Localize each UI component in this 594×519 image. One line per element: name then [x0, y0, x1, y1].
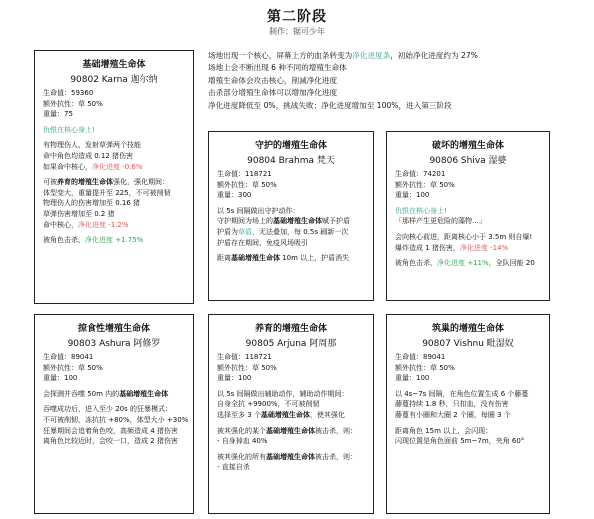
card-line	[35, 415, 193, 426]
text-segment: 重量：100	[217, 374, 252, 383]
card-line	[387, 426, 549, 437]
text-segment: 强化，强化期间：	[113, 178, 169, 187]
highlight-text: 净化进度 +1.75%	[85, 236, 144, 245]
text-segment: 额外抗性：草 50%	[217, 363, 277, 372]
card-line	[209, 373, 373, 384]
card-line	[35, 426, 193, 437]
intro-line	[208, 50, 578, 62]
intro-line	[208, 100, 578, 112]
card-name: 基础增殖生命体	[82, 60, 146, 70]
card-line	[387, 169, 549, 180]
text-segment: ，无法叠加，每 0.5s 刷新一次	[252, 227, 349, 236]
entity-reference: 基础增殖生命体	[119, 389, 169, 398]
text-segment: 物理伤人的伤害增加至 0.16 猪	[43, 199, 141, 208]
card-line	[35, 363, 193, 374]
card-karna	[34, 50, 194, 304]
text-segment: 有物理伤人、发射草弹两个技能	[43, 141, 141, 150]
text-segment: 增殖生命体会攻击核心，削减净化进度	[208, 75, 338, 85]
text-segment: 生命值：89041	[395, 353, 446, 361]
card-line	[209, 352, 373, 363]
card-line	[35, 188, 193, 199]
text-segment: 生命值：118721	[217, 170, 272, 178]
card-id: 90802 Karna 迦尔纳	[70, 75, 158, 85]
text-segment: 以 4s~7s 间隔，在角色位置生成 6 个藤蔓	[395, 389, 529, 398]
text-segment: 护盾为	[217, 227, 238, 236]
card-id: 90805 Arjuna 阿周那	[245, 339, 337, 349]
text-segment: ，使其强化	[309, 410, 345, 419]
highlight-text: 仇恨在核心身上!	[43, 125, 95, 134]
text-segment: 守护期间为场上的	[217, 217, 273, 226]
card-line	[209, 190, 373, 201]
text-segment: 10m 以上，护盾消失	[280, 254, 350, 263]
card-line	[35, 220, 193, 231]
card-line	[387, 363, 549, 374]
text-segment: 藤蔓持续 1.8 秒，只扣血，没有伤害	[395, 400, 509, 409]
card-line	[387, 410, 549, 421]
highlight-text: 仇恨在核心身上!	[395, 206, 447, 215]
text-segment: 额外抗性：草 50%	[43, 363, 103, 372]
card-line	[209, 180, 373, 191]
card-name: 破坏的增殖生命体	[431, 141, 504, 151]
text-segment: 会向核心前进，距离核心小于 3.5m 则自爆!	[395, 232, 533, 241]
text-segment: 额外抗性：草 50%	[217, 180, 277, 189]
text-segment: 被角色击杀，	[395, 259, 437, 268]
card-line	[387, 243, 549, 254]
text-segment: 距离角色 15m 以上，会闪现：	[395, 426, 493, 435]
intro-text	[208, 50, 578, 112]
text-segment: ，初始净化进度约为 27%	[390, 51, 478, 60]
text-segment: 被击杀，则：	[315, 452, 357, 461]
intro-line	[208, 75, 578, 87]
highlight-text: 净化进度条	[352, 51, 391, 60]
card-line	[35, 404, 193, 415]
card-line	[209, 363, 373, 374]
card-line	[35, 140, 193, 151]
card-line	[35, 162, 193, 173]
card-line	[35, 198, 193, 209]
text-segment: 被其强化的某个	[217, 426, 266, 435]
card-line	[209, 169, 373, 180]
text-segment: 生命值：74201	[395, 170, 446, 178]
text-segment: 吞噬成功后，进入至少 20s 的狂暴模式：	[43, 405, 173, 414]
card-line	[35, 99, 193, 110]
card-id: 90803 Ashura 阿修罗	[67, 339, 161, 349]
card-line	[387, 436, 549, 447]
card-line	[387, 180, 549, 191]
text-segment: 爆炸造成 1 猪伤害，	[395, 243, 460, 252]
card-line	[35, 235, 193, 246]
card-line	[387, 373, 549, 384]
entity-reference: 养育的增殖生命体	[57, 178, 113, 187]
card-name: 筑巢的增殖生命体	[431, 324, 504, 334]
card-name: 养育的增殖生命体	[254, 324, 327, 334]
text-segment: 击杀部分增殖生命体可以增加净化进度	[208, 88, 338, 98]
text-segment: 命中核心，	[43, 220, 78, 229]
author-credit: 制作：锯可少年	[269, 27, 325, 36]
card-name: 守护的增殖生命体	[254, 141, 327, 151]
card-id: 90807 Vishnu 毗湿奴	[422, 339, 514, 349]
card-line	[387, 399, 549, 410]
text-segment: 距离	[217, 254, 231, 263]
text-segment: 命中角色均造成 0.12 猪伤害	[43, 151, 134, 160]
card-line	[387, 352, 549, 363]
entity-reference: 基础增殖生命体	[266, 426, 315, 435]
card-line	[35, 177, 193, 188]
card-line	[35, 436, 193, 447]
card-line	[209, 253, 373, 264]
highlight-text: 净化进度 -14%	[459, 243, 509, 252]
text-segment: 选择至多 3 个	[217, 410, 261, 419]
card-shiva	[386, 131, 550, 301]
card-line	[209, 426, 373, 437]
card-vishnu	[386, 314, 550, 514]
text-segment: 体型变大，重量提升至 225，不可被削韧	[43, 188, 171, 197]
text-segment: 净化进度降低至 0%，挑战失败；净化进度增加至 100%，进入第三阶段	[208, 100, 452, 110]
text-segment: 被击杀，则：	[315, 426, 357, 435]
text-segment: 藤蔓有小圈和大圈 2 个圈，每圈 3 个	[395, 410, 511, 419]
entity-reference: 基础增殖生命体	[273, 217, 322, 226]
text-segment: 重量：100	[395, 191, 430, 200]
card-line	[387, 232, 549, 243]
highlight-text: 净化进度 +11%	[437, 259, 489, 268]
highlight-text: 净化进度 -1.2%	[78, 220, 129, 229]
card-line	[209, 227, 373, 238]
text-segment: 被其强化的所有	[217, 452, 266, 461]
entity-reference: 基础增殖生命体	[266, 452, 315, 461]
card-line	[35, 151, 193, 162]
text-segment: 场地出现一个核心，屏幕上方的血条转变为	[208, 51, 353, 60]
text-segment: 重量：100	[395, 374, 430, 383]
card-brahma	[208, 131, 374, 301]
text-segment: ，全队回能 20	[488, 259, 535, 268]
card-line	[387, 190, 549, 201]
intro-line	[208, 62, 578, 74]
card-line	[209, 399, 373, 410]
text-segment: 生命值：59360	[43, 89, 94, 97]
card-line	[35, 125, 193, 136]
card-id: 90806 Shiva 湿婆	[429, 156, 507, 166]
text-segment: 闪现位置是角色面前 5m~7m，夹角 60°	[395, 437, 525, 446]
text-segment: 额外抗性：草 50%	[43, 99, 103, 108]
card-line	[387, 206, 549, 217]
card-line	[209, 452, 373, 463]
card-line	[387, 216, 549, 227]
text-segment: 狂暴期间会追着角色咬，高频造成 4 猪伤害	[43, 426, 178, 435]
text-segment: 自身全抗 +9900%，不可被削韧	[217, 400, 320, 409]
card-line	[35, 373, 193, 384]
text-segment: 不可被削韧，冻抗抗 +80%，体型大小 +30%	[43, 415, 189, 424]
text-segment: 场地上会不断出现 6 种不同的增殖生命体	[208, 63, 347, 73]
text-segment: 以 5s 间隔做出辅助动作，辅助动作期间：	[217, 389, 349, 398]
text-segment: 草弹伤害增加至 0.2 猪	[43, 209, 115, 218]
text-segment: 额外抗性：草 50%	[395, 363, 455, 372]
card-ashura	[34, 314, 194, 514]
page-title: 第二阶段	[267, 9, 327, 25]
card-line	[209, 436, 373, 447]
text-segment: - 直接自杀	[217, 463, 250, 472]
text-segment: 以 5s 间隔做出守护动作：	[217, 206, 300, 215]
card-arjuna	[208, 314, 374, 514]
card-line	[387, 389, 549, 400]
text-segment: 可被	[43, 178, 57, 187]
card-line	[209, 206, 373, 217]
text-segment: 赋予护盾	[322, 217, 350, 226]
text-segment: 生命值：89041	[43, 353, 94, 361]
card-line	[209, 410, 373, 421]
text-segment: 「那样产生更危险的藻物…」	[395, 217, 486, 226]
text-segment: 会探测并吞噬 50m 内的	[43, 389, 120, 398]
card-line	[35, 209, 193, 220]
text-segment: 护盾存在期间，免疫风场吸引	[217, 238, 308, 247]
text-segment: 如果命中核心，	[43, 162, 92, 171]
text-segment: - 自身掉血 40%	[217, 437, 268, 446]
card-id: 90804 Brahma 梵天	[247, 156, 335, 166]
card-line	[35, 389, 193, 400]
card-line	[209, 216, 373, 227]
text-segment: 被角色击杀，	[43, 236, 85, 245]
card-line	[35, 352, 193, 363]
text-segment: 重量：300	[217, 191, 252, 200]
highlight-text: 草盾	[238, 227, 252, 236]
text-segment: 重量：100	[43, 374, 78, 383]
card-line	[35, 109, 193, 120]
card-line	[209, 238, 373, 249]
entity-reference: 基础增殖生命体	[231, 254, 280, 263]
card-name: 掠食性增殖生命体	[77, 324, 150, 334]
text-segment: 生命值：118721	[217, 353, 272, 361]
card-line	[209, 389, 373, 400]
card-line	[387, 258, 549, 269]
entity-reference: 基础增殖生命体	[260, 410, 310, 419]
card-line	[35, 88, 193, 99]
text-segment: 额外抗性：草 50%	[395, 180, 455, 189]
text-segment: 离角色比较近时，会咬一口，造成 2 猪伤害	[43, 437, 178, 446]
card-line	[209, 462, 373, 473]
text-segment: 重量：75	[43, 110, 73, 119]
intro-line	[208, 87, 578, 99]
highlight-text: 净化进度 -0.6%	[92, 162, 143, 171]
